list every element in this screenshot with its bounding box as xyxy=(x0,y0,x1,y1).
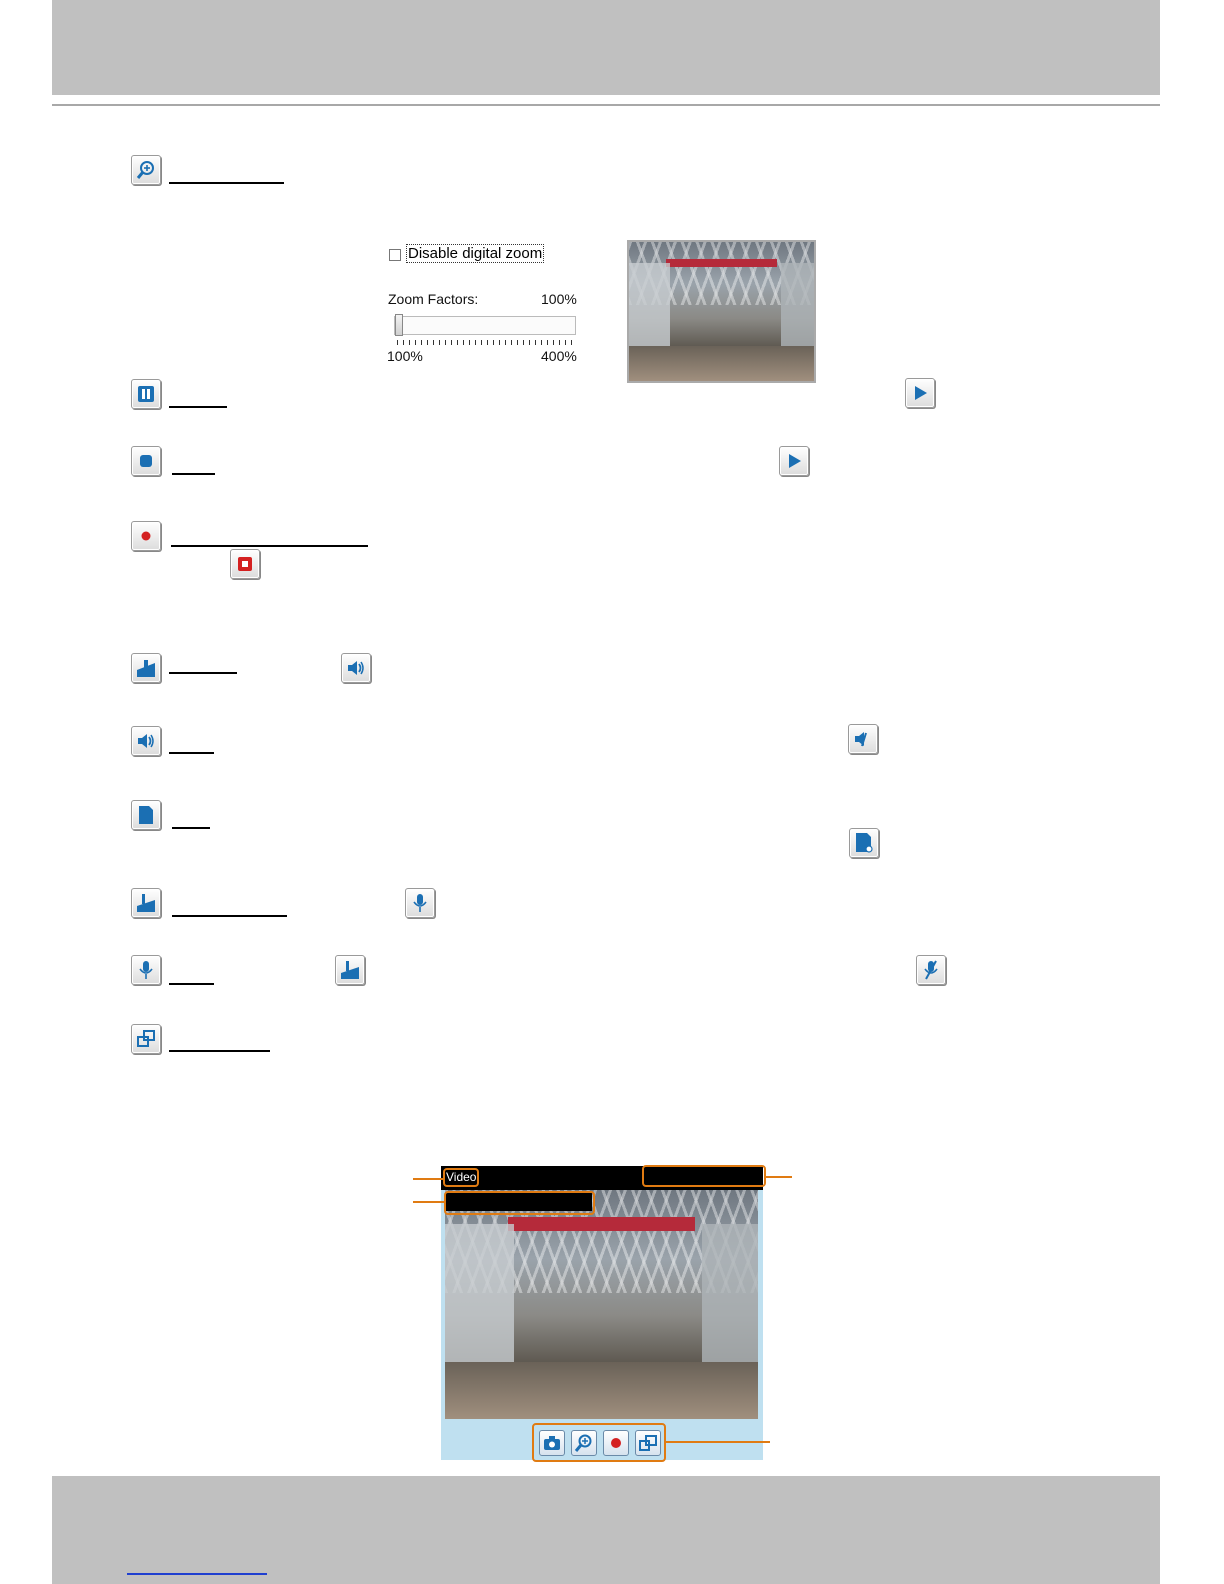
zoom-slider-ticks xyxy=(397,340,575,345)
resume-button[interactable] xyxy=(905,378,935,408)
zoom-button[interactable] xyxy=(131,155,161,185)
fullscreen-icon xyxy=(638,1433,658,1453)
zoom-slider-max: 400% xyxy=(541,348,577,364)
mic-link-underline[interactable] xyxy=(169,983,214,985)
zoom-link-underline[interactable] xyxy=(169,182,284,184)
stop-icon xyxy=(135,450,157,472)
zoom-factors-label: Zoom Factors: xyxy=(388,291,479,307)
zoom-preview-image xyxy=(627,240,816,383)
fullscreen-button[interactable] xyxy=(131,1024,161,1054)
talk-inline-button[interactable] xyxy=(335,955,365,985)
caption-callout-line xyxy=(413,1201,444,1203)
mute-button[interactable] xyxy=(848,724,878,754)
viewer-title: Video xyxy=(446,1170,477,1184)
snapshot-button[interactable] xyxy=(539,1430,565,1456)
audio-in-link-underline[interactable] xyxy=(169,672,237,674)
talk-icon xyxy=(135,892,157,914)
stop-record-icon xyxy=(234,553,256,575)
time-callout xyxy=(642,1165,766,1187)
talk-link-underline[interactable] xyxy=(172,915,287,917)
mic-mute-icon xyxy=(920,959,942,981)
speaker-link-underline[interactable] xyxy=(169,752,214,754)
zoom-slider[interactable] xyxy=(394,316,576,335)
zoom-icon xyxy=(135,159,157,181)
zoom-icon xyxy=(574,1433,594,1453)
mic-toggle-button[interactable] xyxy=(131,955,161,985)
record-button[interactable] xyxy=(131,521,161,551)
pause-link-underline[interactable] xyxy=(169,406,227,408)
record-icon xyxy=(135,525,157,547)
play-icon xyxy=(783,450,805,472)
control-bar-callout-line xyxy=(666,1441,770,1443)
talk-button[interactable] xyxy=(131,888,161,918)
disable-zoom-checkbox[interactable] xyxy=(389,249,401,261)
pause-button[interactable] xyxy=(131,379,161,409)
record-icon xyxy=(606,1433,626,1453)
viewer-zoom-button[interactable] xyxy=(571,1430,597,1456)
page-header-band xyxy=(52,0,1160,95)
title-callout-line xyxy=(413,1178,443,1180)
page-footer-band xyxy=(52,1476,1160,1584)
stop-link-underline[interactable] xyxy=(172,473,215,475)
document-settings-icon xyxy=(853,832,875,854)
fullscreen-link-underline[interactable] xyxy=(169,1050,270,1052)
zoom-slider-min: 100% xyxy=(387,348,423,364)
microphone-button[interactable] xyxy=(405,888,435,918)
talk-icon xyxy=(339,959,361,981)
audio-in-icon xyxy=(135,657,157,679)
disable-zoom-label: Disable digital zoom xyxy=(408,245,543,262)
time-callout-line xyxy=(766,1176,792,1178)
video-stream-image xyxy=(445,1190,758,1419)
document-button[interactable] xyxy=(131,800,161,830)
zoom-slider-thumb[interactable] xyxy=(395,314,403,336)
start-button[interactable] xyxy=(779,446,809,476)
document-settings-button[interactable] xyxy=(849,828,879,858)
viewer-record-button[interactable] xyxy=(603,1430,629,1456)
title-callout xyxy=(443,1168,479,1187)
play-icon xyxy=(909,382,931,404)
microphone-icon xyxy=(409,892,431,914)
record-link-underline[interactable] xyxy=(171,545,368,547)
speaker-icon xyxy=(345,657,367,679)
speaker-icon xyxy=(135,730,157,752)
speaker-toggle-button[interactable] xyxy=(131,726,161,756)
caption-callout xyxy=(444,1191,595,1215)
microphone-icon xyxy=(135,959,157,981)
stop-record-button[interactable] xyxy=(230,549,260,579)
speaker-button[interactable] xyxy=(341,653,371,683)
header-rule xyxy=(52,104,1160,106)
fullscreen-icon xyxy=(135,1028,157,1050)
stop-button[interactable] xyxy=(131,446,161,476)
snapshot-icon xyxy=(542,1433,562,1453)
document-link-underline[interactable] xyxy=(172,827,210,829)
pause-icon xyxy=(135,383,157,405)
mic-mute-button[interactable] xyxy=(916,955,946,985)
document-icon xyxy=(135,804,157,826)
viewer-fullscreen-button[interactable] xyxy=(635,1430,661,1456)
zoom-factors-value: 100% xyxy=(541,291,577,307)
mute-icon xyxy=(852,728,874,750)
audio-in-button[interactable] xyxy=(131,653,161,683)
footer-link-underline[interactable] xyxy=(127,1573,267,1575)
